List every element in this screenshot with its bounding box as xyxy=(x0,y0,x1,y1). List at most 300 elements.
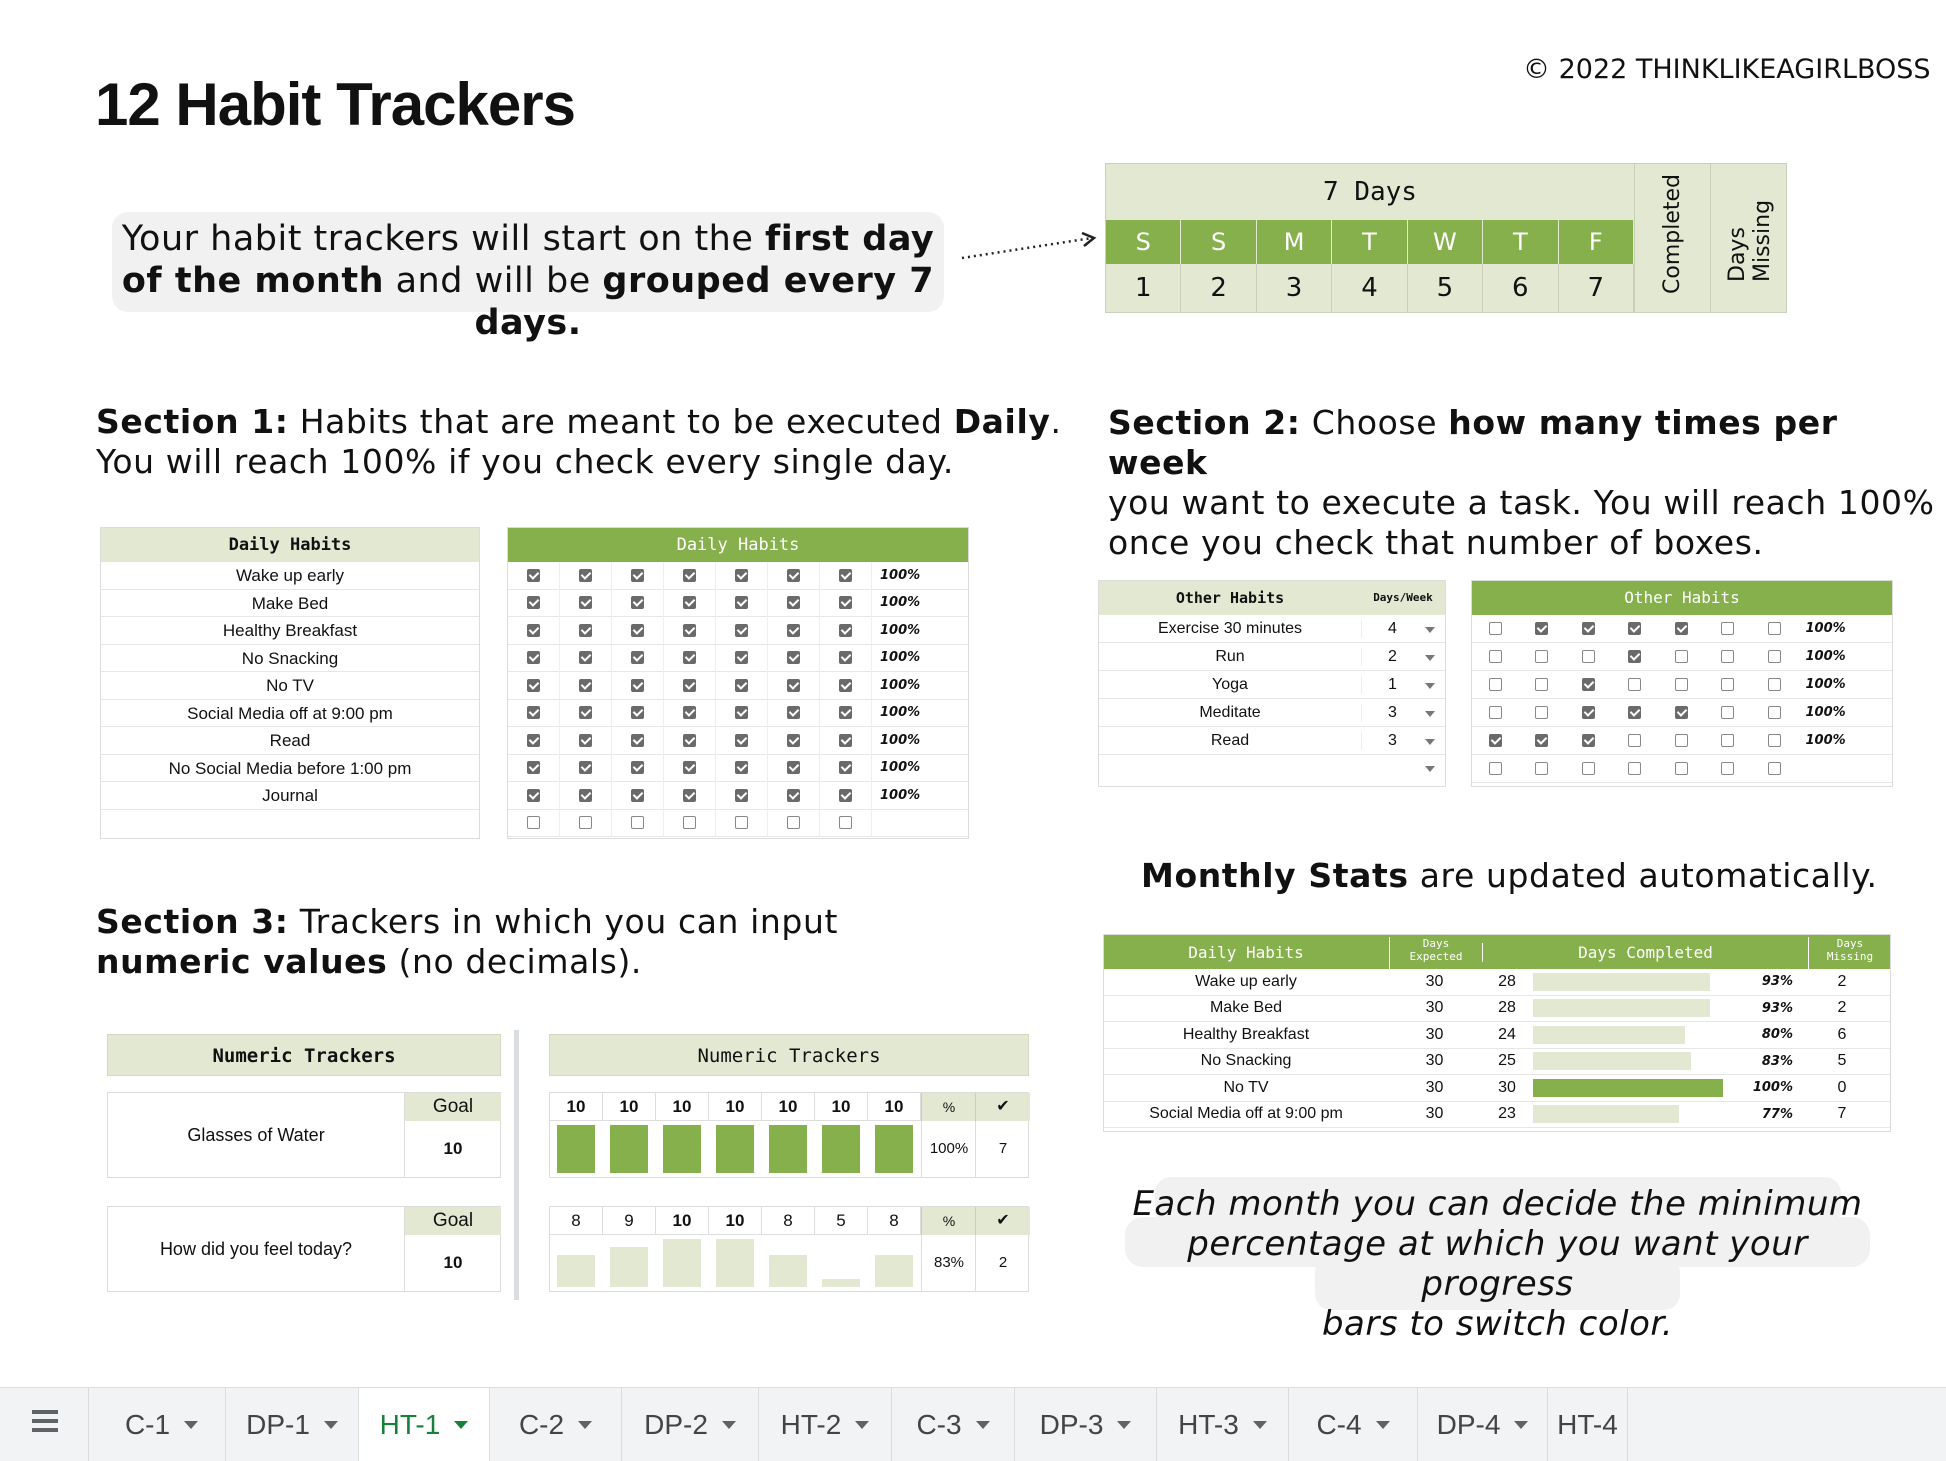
monthly-habit-name: No Snacking xyxy=(1200,1052,1292,1070)
numeric-bar xyxy=(769,1255,807,1287)
checkbox[interactable] xyxy=(1628,762,1641,775)
day-cell xyxy=(1658,762,1705,775)
monthly-percent: 100% xyxy=(1752,1080,1793,1096)
numeric-value-cell[interactable]: 10 xyxy=(815,1093,868,1121)
checkbox[interactable] xyxy=(631,651,644,664)
day-cell xyxy=(1519,706,1566,719)
weekday-6: T xyxy=(1483,220,1558,264)
sheet-tab-c-1[interactable] xyxy=(98,1388,226,1461)
monthly-habit-name: No TV xyxy=(1223,1078,1269,1096)
checkbox[interactable] xyxy=(1628,650,1641,663)
numeric-value-cell[interactable]: 10 xyxy=(762,1093,815,1121)
checkbox[interactable] xyxy=(683,761,696,774)
checkbox[interactable] xyxy=(579,789,592,802)
checkbox[interactable] xyxy=(1768,706,1781,719)
section3-bold: numeric values xyxy=(96,942,388,981)
days-per-week-select[interactable] xyxy=(1361,704,1445,722)
checkbox[interactable] xyxy=(1535,650,1548,663)
checkbox[interactable] xyxy=(735,734,748,747)
sheet-tab-label: C-3 xyxy=(916,1408,962,1440)
checkbox[interactable] xyxy=(787,734,800,747)
goal-value[interactable]: 10 xyxy=(404,1121,501,1177)
checkbox[interactable] xyxy=(1768,650,1781,663)
day-cell xyxy=(1612,678,1659,691)
checkbox[interactable] xyxy=(579,651,592,664)
monthly-expected: 30 xyxy=(1425,1078,1444,1096)
day-cell xyxy=(1612,762,1659,775)
checkbox[interactable] xyxy=(631,816,644,829)
daily-percent: 100% xyxy=(880,567,921,583)
daily-grid-row xyxy=(508,590,968,618)
numeric-value-cell[interactable]: 10 xyxy=(603,1093,656,1121)
week-title: 7 Days xyxy=(1323,177,1417,207)
other-habits-header: Other Habits xyxy=(1175,589,1285,607)
day-cell xyxy=(1658,678,1705,691)
day-cell xyxy=(1565,762,1612,775)
day-cell xyxy=(612,644,664,672)
weekday-5: W xyxy=(1408,220,1483,264)
sheet-tab-label: HT-1 xyxy=(379,1408,441,1440)
day-cell xyxy=(1472,706,1519,719)
day-cell xyxy=(1612,650,1659,663)
section2-line2: you want to execute a task. You will reach 100% xyxy=(1108,483,1935,522)
checkbox[interactable] xyxy=(1535,622,1548,635)
day-cell xyxy=(820,727,872,755)
checkbox[interactable] xyxy=(527,816,540,829)
day-cell xyxy=(560,589,612,617)
checkbox[interactable] xyxy=(1721,734,1734,747)
daily-habit-row: No Snacking xyxy=(101,645,479,673)
other-grid-row xyxy=(1472,755,1892,783)
monthly-expected: 30 xyxy=(1425,1105,1444,1123)
day-cell xyxy=(716,754,768,782)
day-cell xyxy=(820,562,872,590)
section3-text-a: Trackers in which you can input xyxy=(288,902,839,941)
checkbox[interactable] xyxy=(579,761,592,774)
checkbox[interactable] xyxy=(1721,622,1734,635)
checkbox[interactable] xyxy=(1582,650,1595,663)
checkbox[interactable] xyxy=(787,596,800,609)
checkbox[interactable] xyxy=(1721,650,1734,663)
checkbox[interactable] xyxy=(631,624,644,637)
day-cell xyxy=(612,699,664,727)
days-per-week-select[interactable] xyxy=(1361,732,1445,750)
checkbox[interactable] xyxy=(787,679,800,692)
checkbox[interactable] xyxy=(839,789,852,802)
numeric-value-cell[interactable]: 10 xyxy=(550,1093,603,1121)
checkbox[interactable] xyxy=(527,651,540,664)
day-cell xyxy=(664,672,716,700)
checkbox[interactable] xyxy=(579,596,592,609)
day-cell xyxy=(768,617,820,645)
checkbox[interactable] xyxy=(579,816,592,829)
numeric-value-cell[interactable]: 10 xyxy=(868,1093,921,1121)
sheet-tab-label: DP-4 xyxy=(1436,1408,1501,1440)
checkbox[interactable] xyxy=(1535,706,1548,719)
checkbox[interactable] xyxy=(1628,622,1641,635)
numeric-value-cell[interactable]: 5 xyxy=(815,1207,868,1235)
checkbox[interactable] xyxy=(631,734,644,747)
checkbox[interactable] xyxy=(683,596,696,609)
checkbox[interactable] xyxy=(631,679,644,692)
day-cell xyxy=(664,809,716,837)
other-habits-header-row xyxy=(1099,581,1445,615)
numeric-trackers-header-right: Numeric Trackers xyxy=(549,1034,1029,1076)
checkbox[interactable] xyxy=(735,679,748,692)
checkbox[interactable] xyxy=(1535,678,1548,691)
dropdown-caret-icon xyxy=(1425,739,1435,745)
monthly-missing: 0 xyxy=(1837,1078,1847,1096)
checkbox[interactable] xyxy=(1489,762,1502,775)
checkbox[interactable] xyxy=(839,706,852,719)
goal-value[interactable]: 10 xyxy=(404,1235,501,1291)
section2-text xyxy=(1108,403,1946,563)
day-cell xyxy=(1658,650,1705,663)
monthly-done: 30 xyxy=(1498,1078,1516,1096)
checkbox[interactable] xyxy=(579,624,592,637)
chevron-down-icon xyxy=(1376,1421,1390,1429)
checkbox[interactable] xyxy=(735,761,748,774)
checkbox[interactable] xyxy=(787,789,800,802)
monthly-stats-rest: are updated automatically. xyxy=(1408,856,1878,895)
numeric-value-cell[interactable]: 10 xyxy=(709,1093,762,1121)
intro-bold-1: first day of the month xyxy=(121,219,935,301)
daily-percent: 100% xyxy=(880,650,921,666)
day-cell xyxy=(664,699,716,727)
chevron-down-icon xyxy=(184,1421,198,1429)
checkbox[interactable] xyxy=(1582,622,1595,635)
progress-bar-track xyxy=(1533,1105,1723,1123)
daily-habit-row: Make Bed xyxy=(101,590,479,618)
sheet-tab-ht-2[interactable] xyxy=(759,1388,892,1461)
checkbox[interactable] xyxy=(1628,678,1641,691)
section2-text-a: Choose xyxy=(1300,403,1449,442)
day-cell xyxy=(768,809,820,837)
days-per-week-value: 3 xyxy=(1388,703,1397,721)
numeric-bar xyxy=(663,1125,701,1173)
days-per-week-value: 4 xyxy=(1388,619,1397,637)
other-grid-header: Other Habits xyxy=(1472,581,1892,615)
days-per-week-select[interactable] xyxy=(1361,676,1445,694)
numeric-value-cell[interactable]: 8 xyxy=(762,1207,815,1235)
checkbox[interactable] xyxy=(839,679,852,692)
checkbox[interactable] xyxy=(1675,650,1688,663)
sheet-tab-label: HT-2 xyxy=(780,1408,842,1440)
other-habit-row xyxy=(1099,643,1445,671)
days-per-week-value: 1 xyxy=(1388,675,1397,693)
chevron-down-icon xyxy=(1253,1421,1267,1429)
sheet-tab-ht-1[interactable] xyxy=(359,1388,490,1461)
checkbox[interactable] xyxy=(787,569,800,582)
day-cell xyxy=(1751,706,1798,719)
checkbox[interactable] xyxy=(1768,734,1781,747)
day-cell xyxy=(508,672,560,700)
checkbox[interactable] xyxy=(1768,622,1781,635)
day-cell xyxy=(1751,762,1798,775)
checkbox[interactable] xyxy=(787,651,800,664)
day-cell xyxy=(716,562,768,590)
checkbox[interactable] xyxy=(735,816,748,829)
day-cell xyxy=(1472,734,1519,747)
sheet-tab-label: DP-1 xyxy=(246,1408,310,1440)
numeric-bar xyxy=(663,1239,701,1287)
day-cell xyxy=(1705,734,1752,747)
numeric-bar xyxy=(610,1125,648,1173)
monthly-done: 25 xyxy=(1498,1052,1516,1070)
checkbox[interactable] xyxy=(1535,734,1548,747)
day-cell xyxy=(1705,622,1752,635)
sheet-tab-c-4[interactable] xyxy=(1289,1388,1418,1461)
checkbox[interactable] xyxy=(1675,706,1688,719)
day-cell xyxy=(1472,678,1519,691)
checkbox[interactable] xyxy=(579,734,592,747)
day-cell xyxy=(716,809,768,837)
chevron-down-icon xyxy=(454,1421,468,1429)
callout-text xyxy=(1125,1184,1870,1344)
day-number-1: 1 xyxy=(1106,264,1181,312)
numeric-pct: 100% xyxy=(921,1121,976,1177)
numeric-check-header: ✔ xyxy=(975,1207,1030,1235)
checkbox[interactable] xyxy=(631,569,644,582)
other-habit-row xyxy=(1099,671,1445,699)
checkbox[interactable] xyxy=(1489,706,1502,719)
dotted-arrow-icon xyxy=(960,232,1100,262)
daily-grid-row xyxy=(508,672,968,700)
numeric-tracker-name: Glasses of Water xyxy=(187,1125,325,1145)
other-grid-row xyxy=(1472,699,1892,727)
numeric-count: 7 xyxy=(975,1121,1030,1177)
day-cell xyxy=(612,727,664,755)
checkbox[interactable] xyxy=(1489,734,1502,747)
day-cell xyxy=(716,644,768,672)
callout-line1: Each month you can decide the minimum xyxy=(1132,1184,1863,1224)
monthly-missing: 5 xyxy=(1837,1052,1847,1070)
progress-bar-fill xyxy=(1533,1026,1685,1044)
checkbox[interactable] xyxy=(839,734,852,747)
checkbox[interactable] xyxy=(631,789,644,802)
day-cell xyxy=(768,727,820,755)
checkbox[interactable] xyxy=(1721,678,1734,691)
numeric-value-cell[interactable]: 8 xyxy=(550,1207,603,1235)
sheet-tab-ht-3[interactable] xyxy=(1157,1388,1289,1461)
checkbox[interactable] xyxy=(1489,650,1502,663)
numeric-value-cell[interactable]: 10 xyxy=(709,1207,762,1235)
day-cell xyxy=(820,754,872,782)
numeric-value-cell[interactable]: 8 xyxy=(868,1207,921,1235)
day-cell xyxy=(612,809,664,837)
day-number-2: 2 xyxy=(1181,264,1256,312)
section1-text xyxy=(96,402,1062,482)
days-per-week-value: 2 xyxy=(1388,647,1397,665)
daily-percent: 100% xyxy=(880,677,921,693)
checkbox[interactable] xyxy=(1489,622,1502,635)
checkbox[interactable] xyxy=(527,761,540,774)
checkbox[interactable] xyxy=(787,816,800,829)
days-per-week-select[interactable] xyxy=(1361,620,1445,638)
day-cell xyxy=(1519,762,1566,775)
progress-bar-fill xyxy=(1533,999,1710,1017)
checkbox[interactable] xyxy=(683,624,696,637)
checkbox[interactable] xyxy=(527,706,540,719)
sheet-tab-dp-4[interactable] xyxy=(1418,1388,1548,1461)
checkbox[interactable] xyxy=(683,734,696,747)
other-habits-grid xyxy=(1471,580,1893,787)
checkbox[interactable] xyxy=(683,816,696,829)
section1-label: Section 1: xyxy=(96,402,289,441)
checkbox[interactable] xyxy=(527,624,540,637)
checkbox[interactable] xyxy=(1675,762,1688,775)
checkbox[interactable] xyxy=(579,706,592,719)
numeric-bar xyxy=(875,1125,913,1173)
checkbox[interactable] xyxy=(839,596,852,609)
numeric-pct-header: % xyxy=(921,1093,976,1121)
day-cell xyxy=(1705,706,1752,719)
checkbox[interactable] xyxy=(1768,762,1781,775)
checkbox[interactable] xyxy=(1489,678,1502,691)
checkbox[interactable] xyxy=(1535,762,1548,775)
other-habit-row-empty xyxy=(1099,755,1445,783)
day-cell xyxy=(1472,622,1519,635)
checkbox[interactable] xyxy=(527,789,540,802)
numeric-bar xyxy=(875,1255,913,1287)
monthly-done: 28 xyxy=(1498,972,1516,990)
chevron-down-icon xyxy=(1117,1421,1131,1429)
checkbox[interactable] xyxy=(527,679,540,692)
checkbox[interactable] xyxy=(631,761,644,774)
other-habit-row xyxy=(1099,727,1445,755)
day-cell xyxy=(664,782,716,810)
section1-line2: You will reach 100% if you check every single day. xyxy=(96,442,954,481)
day-cell xyxy=(716,782,768,810)
sheet-tab-ht-4[interactable] xyxy=(1548,1388,1628,1461)
checkbox[interactable] xyxy=(683,706,696,719)
other-grid-row xyxy=(1472,615,1892,643)
sheet-tab-c-3[interactable] xyxy=(892,1388,1015,1461)
day-cell xyxy=(820,672,872,700)
checkbox[interactable] xyxy=(1582,762,1595,775)
daily-percent: 100% xyxy=(880,622,921,638)
all-sheets-button[interactable] xyxy=(0,1388,89,1461)
numeric-values-grid xyxy=(549,1092,1029,1178)
intro-bold-2: grouped every 7 days. xyxy=(474,261,935,343)
day-cell xyxy=(560,782,612,810)
day-cell xyxy=(560,562,612,590)
monthly-habit-name: Social Media off at 9:00 pm xyxy=(1149,1105,1343,1123)
checkbox[interactable] xyxy=(1721,762,1734,775)
checkbox[interactable] xyxy=(527,734,540,747)
chevron-down-icon xyxy=(578,1421,592,1429)
checkbox[interactable] xyxy=(839,761,852,774)
chevron-down-icon xyxy=(324,1421,338,1429)
numeric-value-cell[interactable]: 10 xyxy=(656,1207,709,1235)
dropdown-caret-icon xyxy=(1425,627,1435,633)
section3-text xyxy=(96,902,838,982)
checkbox[interactable] xyxy=(787,624,800,637)
checkbox[interactable] xyxy=(1675,678,1688,691)
checkbox[interactable] xyxy=(683,789,696,802)
sheet-tab-label: DP-3 xyxy=(1039,1408,1104,1440)
numeric-bar xyxy=(716,1239,754,1287)
checkbox[interactable] xyxy=(839,651,852,664)
checkbox[interactable] xyxy=(787,706,800,719)
checkbox[interactable] xyxy=(839,569,852,582)
sheet-tab-c-2[interactable] xyxy=(490,1388,622,1461)
day-cell xyxy=(716,589,768,617)
day-cell xyxy=(1519,622,1566,635)
checkbox[interactable] xyxy=(735,624,748,637)
section2-label: Section 2: xyxy=(1108,403,1301,442)
checkbox[interactable] xyxy=(1675,622,1688,635)
monthly-col-habits: Daily Habits xyxy=(1188,943,1304,962)
checkbox[interactable] xyxy=(579,569,592,582)
other-percent: 100% xyxy=(1805,649,1846,664)
svg-text:Missing: Missing xyxy=(1750,199,1775,282)
checkbox[interactable] xyxy=(527,596,540,609)
checkbox[interactable] xyxy=(839,624,852,637)
checkbox[interactable] xyxy=(735,706,748,719)
day-cell xyxy=(508,727,560,755)
checkbox[interactable] xyxy=(683,569,696,582)
sheet-tab-dp-1[interactable] xyxy=(226,1388,359,1461)
checkbox[interactable] xyxy=(1768,678,1781,691)
progress-bar-fill xyxy=(1533,1052,1691,1070)
checkbox[interactable] xyxy=(527,569,540,582)
callout-line2: percentage at which you want your progress xyxy=(1187,1224,1808,1304)
checkbox[interactable] xyxy=(1582,678,1595,691)
numeric-value-cell[interactable]: 9 xyxy=(603,1207,656,1235)
checkbox[interactable] xyxy=(683,651,696,664)
checkbox[interactable] xyxy=(1721,706,1734,719)
sheet-tab-label: C-4 xyxy=(1316,1408,1362,1440)
checkbox[interactable] xyxy=(1582,734,1595,747)
sheet-tab-dp-3[interactable] xyxy=(1015,1388,1157,1461)
numeric-value-cell[interactable]: 10 xyxy=(656,1093,709,1121)
checkbox[interactable] xyxy=(735,596,748,609)
monthly-expected: 30 xyxy=(1425,1052,1444,1070)
checkbox[interactable] xyxy=(579,679,592,692)
sheet-tab-dp-2[interactable] xyxy=(622,1388,759,1461)
checkbox[interactable] xyxy=(1628,706,1641,719)
other-percent: 100% xyxy=(1805,733,1846,748)
checkbox[interactable] xyxy=(631,706,644,719)
day-cell xyxy=(1472,762,1519,775)
checkbox[interactable] xyxy=(839,816,852,829)
daily-percent: 100% xyxy=(880,760,921,776)
other-grid-row xyxy=(1472,671,1892,699)
day-cell xyxy=(1705,650,1752,663)
monthly-expected: 30 xyxy=(1425,999,1444,1017)
checkbox[interactable] xyxy=(735,789,748,802)
daily-habits-rows xyxy=(101,562,479,837)
checkbox[interactable] xyxy=(1628,734,1641,747)
checkbox[interactable] xyxy=(735,651,748,664)
checkbox[interactable] xyxy=(787,761,800,774)
svg-text:Days: Days xyxy=(1725,227,1750,282)
goal-label: Goal xyxy=(404,1093,501,1121)
checkbox[interactable] xyxy=(1675,734,1688,747)
other-grid-row xyxy=(1472,727,1892,755)
checkbox[interactable] xyxy=(1582,706,1595,719)
weekday-1: S xyxy=(1106,220,1181,264)
checkbox[interactable] xyxy=(735,569,748,582)
daily-habits-list xyxy=(100,527,480,839)
checkbox[interactable] xyxy=(631,596,644,609)
checkbox[interactable] xyxy=(683,679,696,692)
day-cell xyxy=(508,809,560,837)
days-per-week-select[interactable] xyxy=(1361,648,1445,666)
day-cell xyxy=(768,562,820,590)
chevron-down-icon xyxy=(1514,1421,1528,1429)
